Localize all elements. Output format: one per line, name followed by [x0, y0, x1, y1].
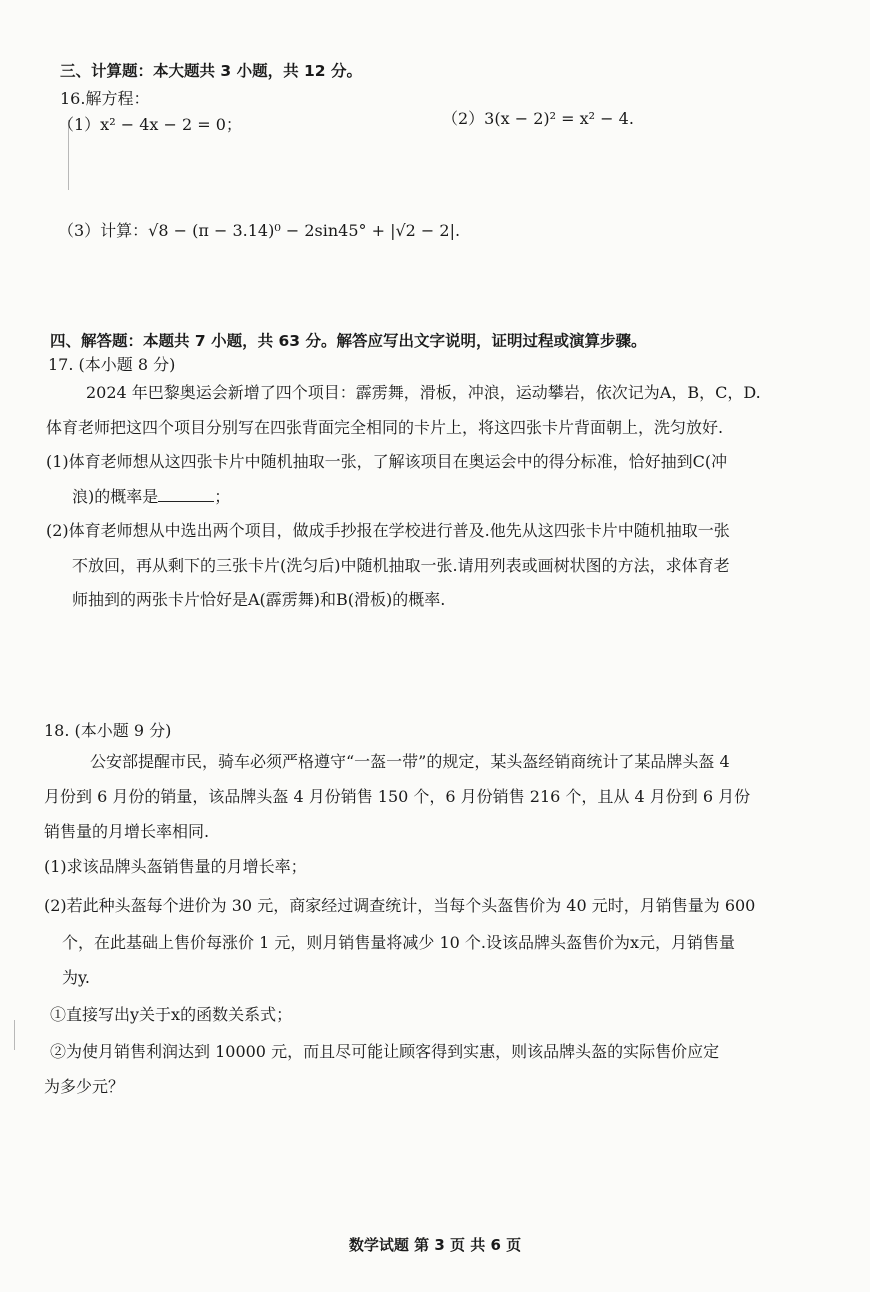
- answer-blank: [158, 483, 214, 502]
- q16-part1: （1）x² − 4x − 2 = 0；: [58, 115, 242, 134]
- q18-intro-line3: 销售量的月增长率相同.: [44, 822, 210, 841]
- q18-sub2-line2: 为多少元？: [44, 1077, 125, 1096]
- q16-part2: （2）3(x − 2)² = x² − 4.: [442, 109, 634, 128]
- q17-part1-line2: [46, 480, 836, 515]
- section4-heading: 四、解答题：本题共 7 小题，共 63 分。解答应写出文字说明，证明过程或演算步骤。: [50, 332, 647, 350]
- q18-part1: (1)求该品牌头盔销售量的月增长率；: [44, 857, 307, 876]
- scan-margin-mark: [14, 1020, 15, 1050]
- q17-part2-line3: 师抽到的两张卡片恰好是A(霹雳舞)和B(滑板)的概率.: [72, 590, 446, 609]
- q16-label: 16.解方程：: [60, 89, 150, 108]
- q17-label: 17. (本小题 8 分): [48, 355, 176, 374]
- q18-part2-line2: 个，在此基础上售价每涨价 1 元，则月销售量将减少 10 个.设该品牌头盔售价为x元，月销售量: [62, 933, 735, 952]
- q18-sub2-line1: ②为使月销售利润达到 10000 元，而且尽可能让顾客得到实惠，则该品牌头盔的实际售价应定: [50, 1042, 720, 1061]
- q18-intro-line2: 月份到 6 月份的销量，该品牌头盔 4 月份销售 150 个，6 月份销售 216 个，且从 4 月份到 6 月份: [44, 787, 751, 806]
- q17-part1-line1: (1)体育老师想从这四张卡片中随机抽取一张，了解该项目在奥运会中的得分标准，恰好抽到C(冲: [46, 452, 728, 471]
- q17-part2-line1: (2)体育老师想从中选出两个项目，做成手抄报在学校进行普及.他先从这四张卡片中随机抽取一张: [46, 521, 730, 540]
- q18-intro-line1: 公安部提醒市民，骑车必须严格遵守“一盔一带”的规定，某头盔经销商统计了某品牌头盔 4: [90, 752, 730, 771]
- q18-label: 18. (本小题 9 分): [44, 721, 172, 740]
- q17-intro-line2: 体育老师把这四个项目分别写在四张背面完全相同的卡片上，将这四张卡片背面朝上，洗匀放好.: [46, 417, 724, 437]
- q17-part2-line2: 不放回，再从剩下的三张卡片(洗匀后)中随机抽取一张.请用列表或画树状图的方法，求体育老: [72, 555, 730, 575]
- q17-intro-line1: 2024 年巴黎奥运会新增了四个项目：霹雳舞，滑板，冲浪，运动攀岩，依次记为A，B，C，D.: [86, 383, 761, 402]
- section3-heading: 三、计算题：本大题共 3 小题，共 12 分。: [60, 62, 362, 80]
- q18-part2-line1: (2)若此种头盔每个进价为 30 元，商家经过调查统计，当每个头盔售价为 40 元时，月销售量为 600: [44, 896, 756, 915]
- q18-body: [44, 746, 844, 1102]
- q17-part1-end: ；: [214, 486, 231, 506]
- page-footer: 数学试题 第 3 页 共 6 页: [348, 1236, 522, 1254]
- q17-part1-text: 浪)的概率是: [72, 486, 159, 506]
- q18-sub1: ①直接写出y关于x的函数关系式；: [50, 1005, 293, 1024]
- q18-part2-line3: 为y.: [62, 968, 91, 987]
- q16-part3: （3）计算：√8 − (π − 3.14)⁰ − 2sin45° + |√2 − 2|.: [58, 221, 461, 240]
- q17-body: [46, 376, 836, 618]
